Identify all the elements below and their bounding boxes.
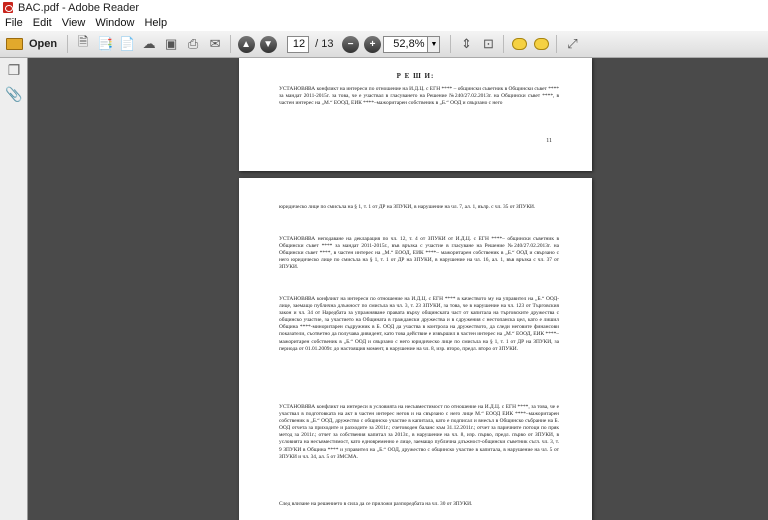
minus-icon: − (342, 36, 359, 53)
previous-page-button[interactable] (236, 34, 256, 54)
arrow-down-icon: ▼ (260, 36, 277, 53)
edit-pdf-icon[interactable]: 📄 (119, 36, 136, 51)
open-button[interactable] (6, 38, 57, 50)
navigation-pane (0, 58, 28, 520)
fit-page-icon[interactable]: ⇕ (461, 36, 472, 51)
create-pdf-icon[interactable]: 🗎 (77, 34, 89, 49)
next-page-button[interactable] (258, 34, 278, 54)
paragraph: УСТАНОВЯВА неподаване на декларация по чл. 12, т. 4 от ЗПУКИ от И.Д.Ц. с ЕГН ****– общински съветник в Общински съвет **** за мандат 2011-2015г., във връзка с участие в гласуване на Решение №240/27.02.2013г. на Общински съвет ****, в частен интерес на „М.“ ЕООД, ЕИК ****– мажоритарен собственик в „Б.“ ООД и свързано с него юридическо лице по смисъла на § 1, т. 1 от ДР на ЗПУКИ, в нарушение на чл. 16, ал. 1, във връзка с чл. 37 от ЗПУКИ. (279, 236, 559, 271)
total-pages: / 13 (315, 38, 334, 50)
toolbar-separator (556, 35, 557, 53)
menu-edit[interactable]: Edit (32, 17, 52, 29)
zoom-level-input[interactable]: 52,8% (383, 36, 428, 53)
menu-window[interactable]: Window (95, 17, 135, 29)
fullscreen-icon[interactable]: ⤢ (567, 36, 578, 51)
menu-file[interactable]: File (5, 17, 23, 29)
sign-button[interactable] (531, 34, 551, 54)
paragraph: УСТАНОВЯВА конфликт на интереси по отношение на И.Д.Ц. с ЕГН **** – общински съветник в Общински съвет **** за мандат 2011-2015г. за това, че е участвал в гласуването на Решение №240/27.02.2013г. на Общински съвет ****, в частен интерес на „М.“ ЕООД, ЕИК ****–мажоритарен собственик в „Б.“ ООД и свързано с него (279, 86, 559, 107)
paragraph: УСТАНОВЯВА конфликт на интереси по отношение на И.Д.Ц. с ЕГН **** в качеството му на управител на „Б.“ ООД-лице, заемащо публична длъжност по смисъла на чл. 3, т. 23 ЗПУКИ, за това, че в нарушение на чл. 123 от Търговския закон и чл. 34 от Наредбата за упражняване правата върху общинската част от капитала на търговските дружества с общинско участие, за участието на Общината в граждански дружества и в сдружения с нестопанска цел, като е лишил Община ****-миноритарен съдружник в Б. ООД да участва в контрола на дружеството, да следи неговите финансови показатели, съответно да получава дивидент, като това действие е извършил в частен интерес на „М.“ ЕООД, ЕИК ****– мажоритарен собственик в „Б.“ ООД и свързано с него юридическо лице по смисъла на § 1, т. 1 от ДР на ЗПУКИ, за периода от 01.01.2009г. до настоящия момент, в нарушение на чл. 8, изр. второ, предл. второ от ЗПУКИ. (279, 296, 559, 352)
decision-heading: Р Е Ш И: (396, 72, 435, 80)
open-label: Open (29, 38, 58, 50)
print-icon[interactable]: ⎙ (187, 36, 199, 51)
plus-icon: + (364, 36, 381, 53)
sign-icon (534, 38, 549, 50)
toolbar (0, 31, 768, 58)
title-bar (0, 0, 768, 15)
folder-icon (6, 38, 23, 50)
page-thumbnails-icon[interactable]: ❐ (7, 61, 21, 78)
save-icon[interactable]: ▣ (164, 36, 178, 51)
toolbar-separator (67, 35, 68, 53)
paragraph: юридическо лице по смисъла на § 1, т. 1 от ДР на ЗПУКИ, в нарушение на чл. 7, ал. 1, вълр. с чл. 35 от ЗПУКИ. (279, 204, 536, 210)
page-number: 11 (546, 138, 552, 144)
document-area[interactable] (29, 58, 768, 520)
window-title: BAC.pdf - Adobe Reader (18, 1, 140, 14)
zoom-out-button[interactable] (340, 34, 360, 54)
toolbar-separator (230, 35, 231, 53)
comment-icon (512, 38, 527, 50)
convert-pdf-icon[interactable]: 📑 (97, 36, 114, 51)
arrow-up-icon: ▲ (238, 36, 255, 53)
upload-cloud-icon[interactable]: ☁ (142, 36, 156, 51)
page-number-input[interactable]: 12 (287, 36, 309, 53)
menu-bar (0, 15, 768, 31)
paragraph: УСТАНОВЯВА конфликт на интереси в условията на несъвместимост по отношение на И.Д.Ц. с ЕГН ****, за това, че е участвал в подготовката на акт в частен интерес негов и на свързано с него лице М.“ ЕООД ЕИК ****–мажоритарен собственик в „Б.“ ООД, дружество с общинско участие в капитала, като е подписал и внесъл в Общинско събрание на Б. ООД отчета за приходите и разходите за 2011г.; счетоводен баланс към 31.12.2011г.; отчет за паричните потоци по пряк метод за 2011г.; отчет за собствения капитал за 2013г., в нарушение на чл. 8, изр. първо, предл. първо от ЗПУКИ, в условията на несъвместимост, като едновременно е лице, заемащо публична длъжност-общински съветник съгл. чл. 3, т. 9 ЗПУКИ в Община **** и управител на „Б.“ ООД, дружество с общинско участие в капитала, в нарушение на чл. 5 от ЗПУКИ и чл. 34, ал. 5 от ЗМСМА. (279, 404, 559, 460)
menu-view[interactable]: View (61, 17, 86, 29)
adobe-reader-icon (3, 2, 13, 13)
zoom-in-button[interactable] (362, 34, 382, 54)
menu-help[interactable]: Help (144, 17, 168, 29)
toolbar-separator (503, 35, 504, 53)
pdf-page-12 (239, 178, 592, 520)
email-icon[interactable]: ✉ (209, 36, 221, 51)
paragraph: След влизане на решението в сила да се приложи разпоредбата на чл. 30 от ЗПУКИ. (279, 501, 473, 507)
zoom-dropdown-button[interactable]: ▼ (428, 36, 440, 53)
attachments-icon[interactable]: 📎 (5, 85, 23, 102)
pdf-page-11 (239, 58, 592, 171)
toolbar-separator (450, 35, 451, 53)
fit-width-icon[interactable]: ⊡ (483, 36, 494, 51)
comment-button[interactable] (509, 34, 529, 54)
